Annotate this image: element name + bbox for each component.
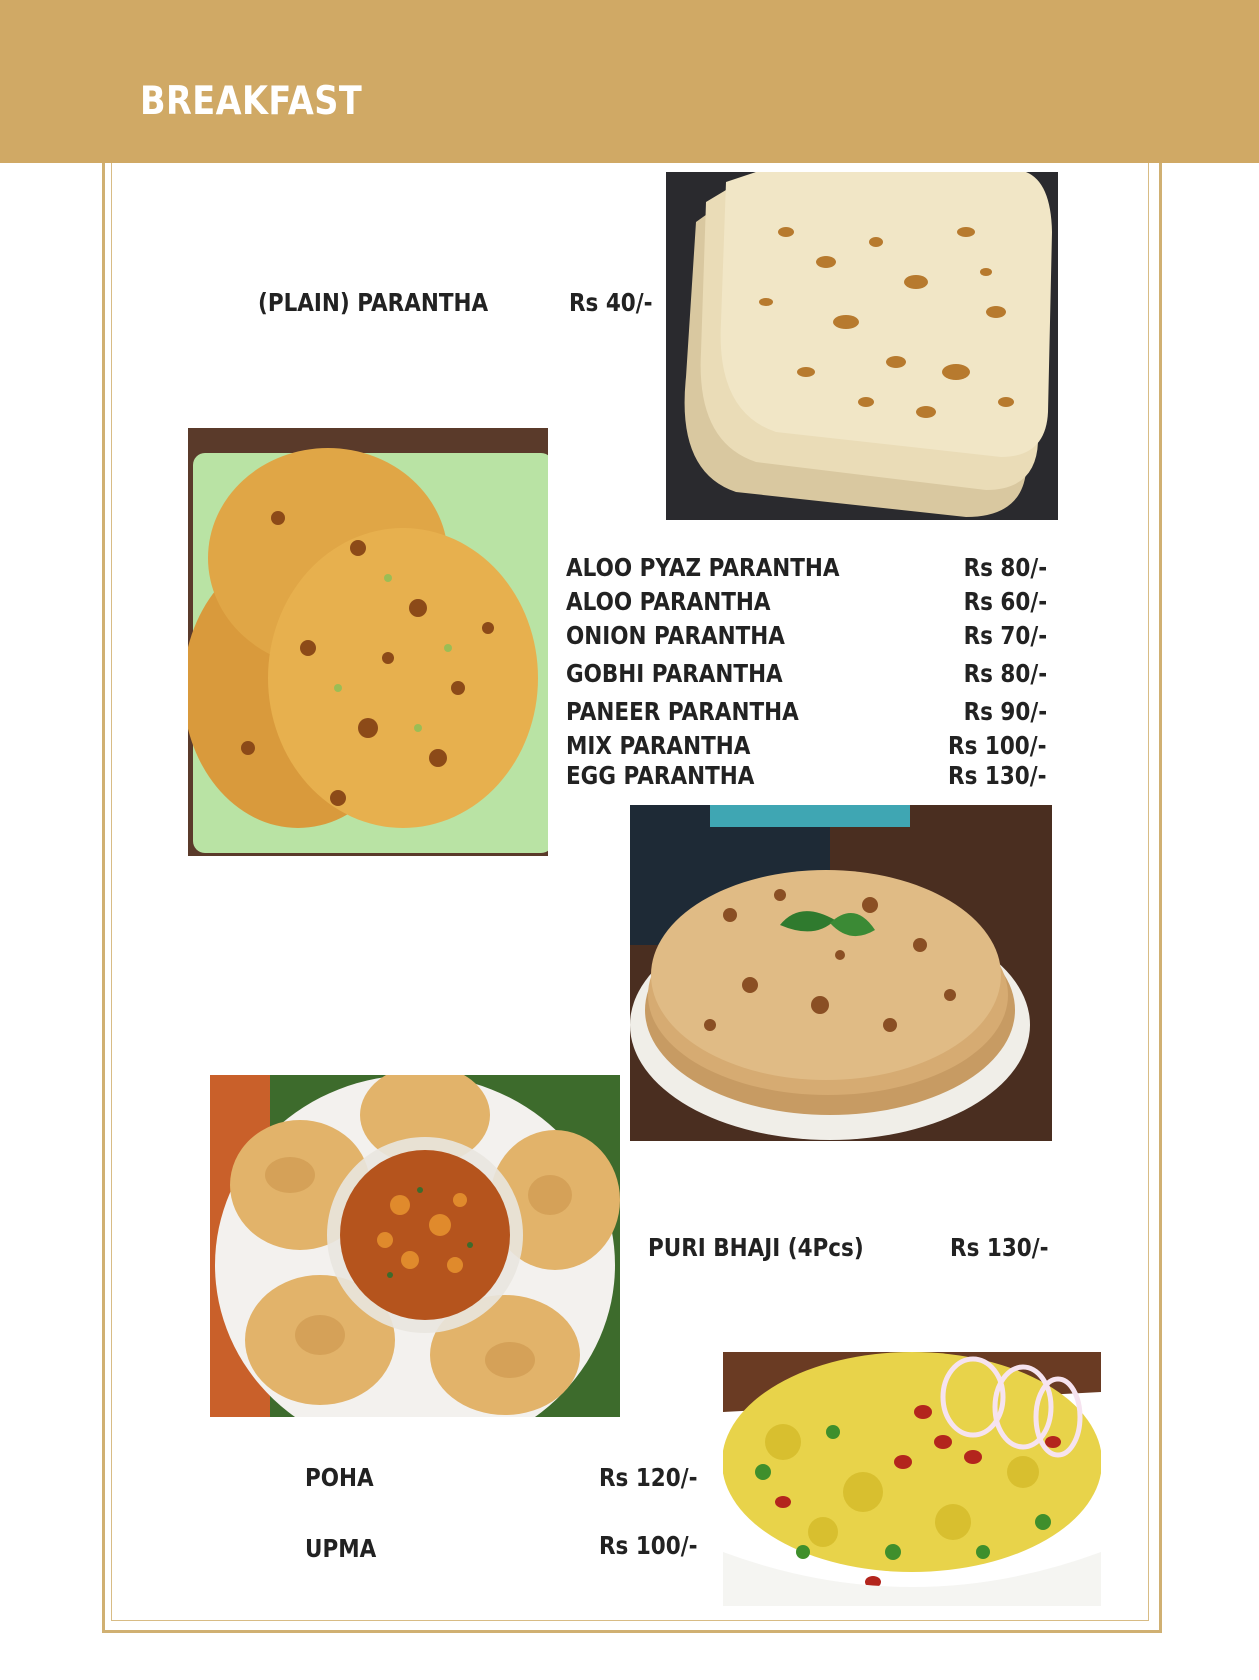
menu-item-price: Rs 90/-: [963, 697, 1047, 726]
menu-item-name: GOBHI PARANTHA: [566, 659, 783, 688]
menu-item-name: UPMA: [305, 1534, 377, 1563]
plain-paratha-photo: [666, 172, 1058, 520]
menu-item-name: PURI BHAJI (4Pcs): [648, 1233, 864, 1262]
menu-item-name: (PLAIN) PARANTHA: [258, 288, 489, 317]
menu-item-price: Rs 80/-: [963, 659, 1047, 688]
menu-item-name: ONION PARANTHA: [566, 621, 785, 650]
puri-bhaji-photo: [210, 1075, 620, 1417]
menu-item-price: Rs 60/-: [963, 587, 1047, 616]
menu-item-name: PANEER PARANTHA: [566, 697, 799, 726]
menu-item-price: Rs 100/-: [599, 1531, 698, 1560]
menu-item-name: EGG PARANTHA: [566, 761, 755, 790]
page-title: BREAKFAST: [140, 79, 363, 124]
poha-bowl-photo: [723, 1352, 1101, 1606]
menu-item-name: ALOO PYAZ PARANTHA: [566, 553, 840, 582]
menu-item-name: POHA: [305, 1463, 374, 1492]
menu-item-name: MIX PARANTHA: [566, 731, 751, 760]
menu-item-price: Rs 100/-: [948, 731, 1047, 760]
menu-item-name: ALOO PARANTHA: [566, 587, 771, 616]
menu-item-price: Rs 130/-: [950, 1233, 1049, 1262]
menu-item-price: Rs 130/-: [948, 761, 1047, 790]
menu-item-price: Rs 120/-: [599, 1463, 698, 1492]
menu-item-price: Rs 40/-: [569, 288, 653, 317]
menu-item-price: Rs 70/-: [963, 621, 1047, 650]
stuffed-paratha-plate-photo: [188, 428, 548, 856]
paratha-stack-mint-photo: [630, 805, 1052, 1141]
menu-item-price: Rs 80/-: [963, 553, 1047, 582]
